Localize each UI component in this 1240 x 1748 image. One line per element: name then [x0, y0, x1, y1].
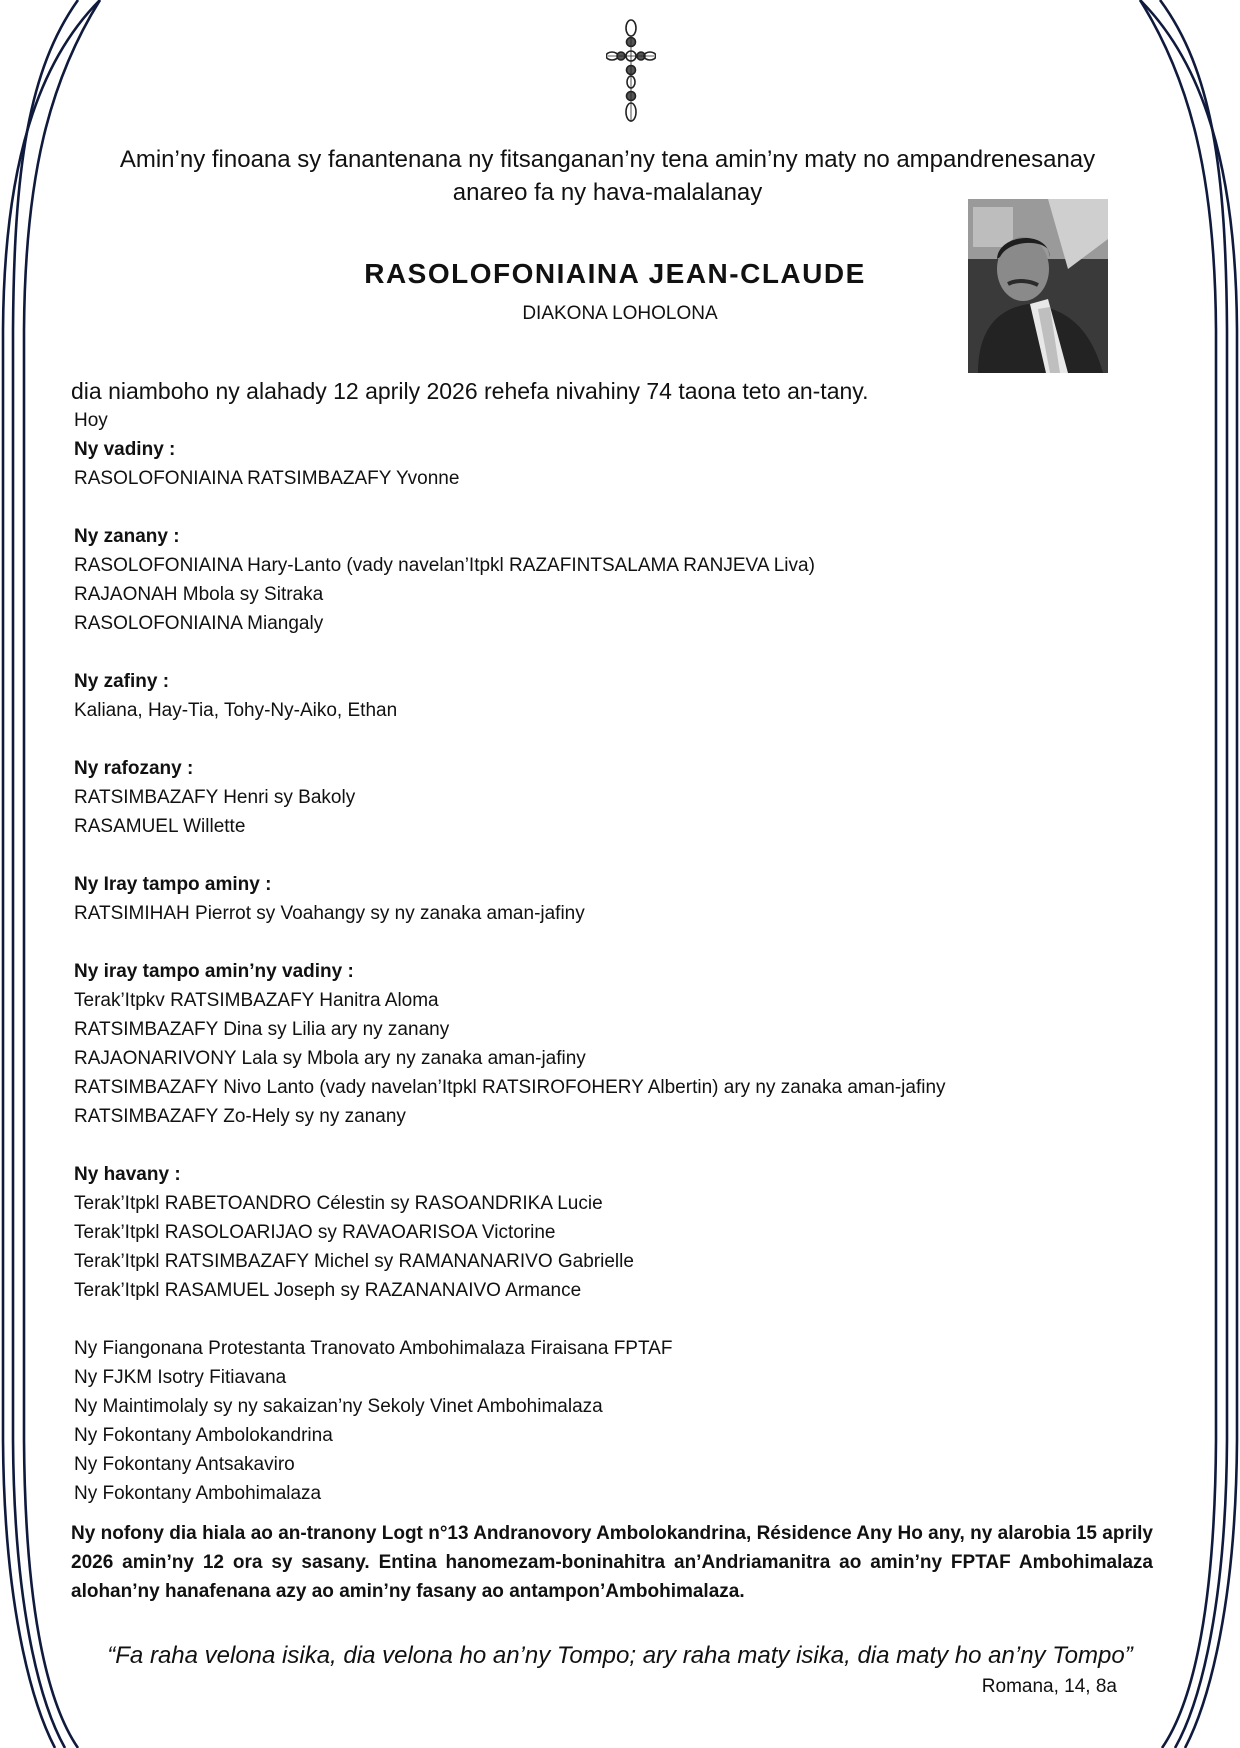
family-member: RATSIMBAZAFY Dina sy Lilia ary ny zanany — [74, 1019, 450, 1040]
family-member: RASOLOFONIAINA Miangaly — [74, 613, 324, 634]
family-member: RAJAONARIVONY Lala sy Mbola ary ny zanaka aman-jafiny — [74, 1048, 586, 1069]
family-section — [74, 1160, 1144, 1305]
section-heading: Ny zafiny : — [74, 671, 170, 692]
intro-line-1: Amin’ny finoana sy fanantenana ny fitsanganan’ny tena amin’ny maty no ampandrenesanay — [119, 146, 1096, 173]
family-member: Terak’Itpkl RABETOANDRO Célestin sy RASOANDRIKA Lucie — [74, 1193, 603, 1214]
section-heading: Ny iray tampo amin’ny vadiny : — [74, 961, 354, 982]
family-section — [74, 957, 1144, 1131]
organization-item: Ny Maintimolaly sy ny sakaizan’ny Sekoly Vinet Ambohimalaza — [74, 1396, 603, 1417]
family-member: Terak’Itpkl RASAMUEL Joseph sy RAZANANAIVO Armance — [74, 1280, 582, 1301]
family-member: RATSIMBAZAFY Zo-Hely sy ny zanany — [74, 1106, 406, 1127]
family-section — [74, 435, 1144, 493]
family-member: RASAMUEL Willette — [74, 816, 246, 837]
organization-item: Ny Fokontany Antsakaviro — [74, 1454, 295, 1475]
hoy-label: Hoy — [74, 410, 108, 431]
family-member: RASOLOFONIAINA RATSIMBAZAFY Yvonne — [74, 468, 460, 489]
family-member: Terak’Itpkl RASOLOARIJAO sy RAVAOARISOA Victorine — [74, 1222, 556, 1243]
section-heading: Ny Iray tampo aminy : — [74, 874, 272, 895]
family-member: RAJAONAH Mbola sy Sitraka — [74, 584, 324, 605]
family-member: Terak’Itpkl RATSIMBAZAFY Michel sy RAMANANARIVO Gabrielle — [74, 1251, 634, 1272]
section-heading: Ny vadiny : — [74, 439, 176, 460]
family-section — [74, 667, 1144, 725]
section-heading: Ny rafozany : — [74, 758, 194, 779]
verse-reference: Romana, 14, 8a — [981, 1676, 1117, 1697]
funeral-notice: Ny nofony dia hiala ao an-tranony Logt n°13 Andranovory Ambolokandrina, Résidence Any Ho any, ny alarobia 15 aprily 2026 amin’ny 12 ora sy sasany. Entina hanomezam-boninahitra an’Andriamanitra ao amin’ny FPTAF Ambohimalaza alohan’ny hanafenana azy ao amin’ny fasany ao antampon’Ambohimalaza. — [71, 1523, 1153, 1602]
family-member: RATSIMIHAH Pierrot sy Voahangy sy ny zanaka aman-jafiny — [74, 903, 585, 924]
family-member: RATSIMBAZAFY Nivo Lanto (vady navelan’Itpkl RATSIROFOHERY Albertin) ary ny zanaka aman-jafiny — [74, 1077, 946, 1098]
section-heading: Ny havany : — [74, 1164, 181, 1185]
organization-item: Ny Fokontany Ambolokandrina — [74, 1425, 333, 1446]
deceased-name: RASOLOFONIAINA JEAN-CLAUDE — [364, 258, 866, 289]
family-section — [74, 754, 1144, 841]
death-announcement: dia niamboho ny alahady 12 aprily 2026 rehefa nivahiny 74 taona teto an-tany. — [71, 378, 869, 404]
organization-item: Ny Fokontany Ambohimalaza — [74, 1483, 322, 1504]
ornate-cross-icon — [606, 18, 656, 126]
organizations-list — [74, 1334, 1144, 1508]
organization-item: Ny Fiangonana Protestanta Tranovato Ambohimalaza Firaisana FPTAF — [74, 1338, 673, 1359]
family-member: Kaliana, Hay-Tia, Tohy-Ny-Aiko, Ethan — [74, 700, 398, 721]
intro-line-2: anareo fa ny hava-malalanay — [452, 179, 763, 206]
family-list — [74, 406, 1144, 1508]
section-heading: Ny zanany : — [74, 526, 180, 547]
family-member: Terak’Itpkv RATSIMBAZAFY Hanitra Aloma — [74, 990, 439, 1011]
family-member: RATSIMBAZAFY Henri sy Bakoly — [74, 787, 356, 808]
bible-verse: “Fa raha velona isika, dia velona ho an’ny Tompo; ary raha maty isika, dia maty ho an’ny Tompo” — [107, 1642, 1133, 1669]
organization-item: Ny FJKM Isotry Fitiavana — [74, 1367, 287, 1388]
family-member: RASOLOFONIAINA Hary-Lanto (vady navelan’Itpkl RAZAFINTSALAMA RANJEVA Liva) — [74, 555, 815, 576]
family-section — [74, 870, 1144, 928]
family-section — [74, 522, 1144, 638]
deceased-title: DIAKONA LOHOLONA — [522, 303, 718, 324]
